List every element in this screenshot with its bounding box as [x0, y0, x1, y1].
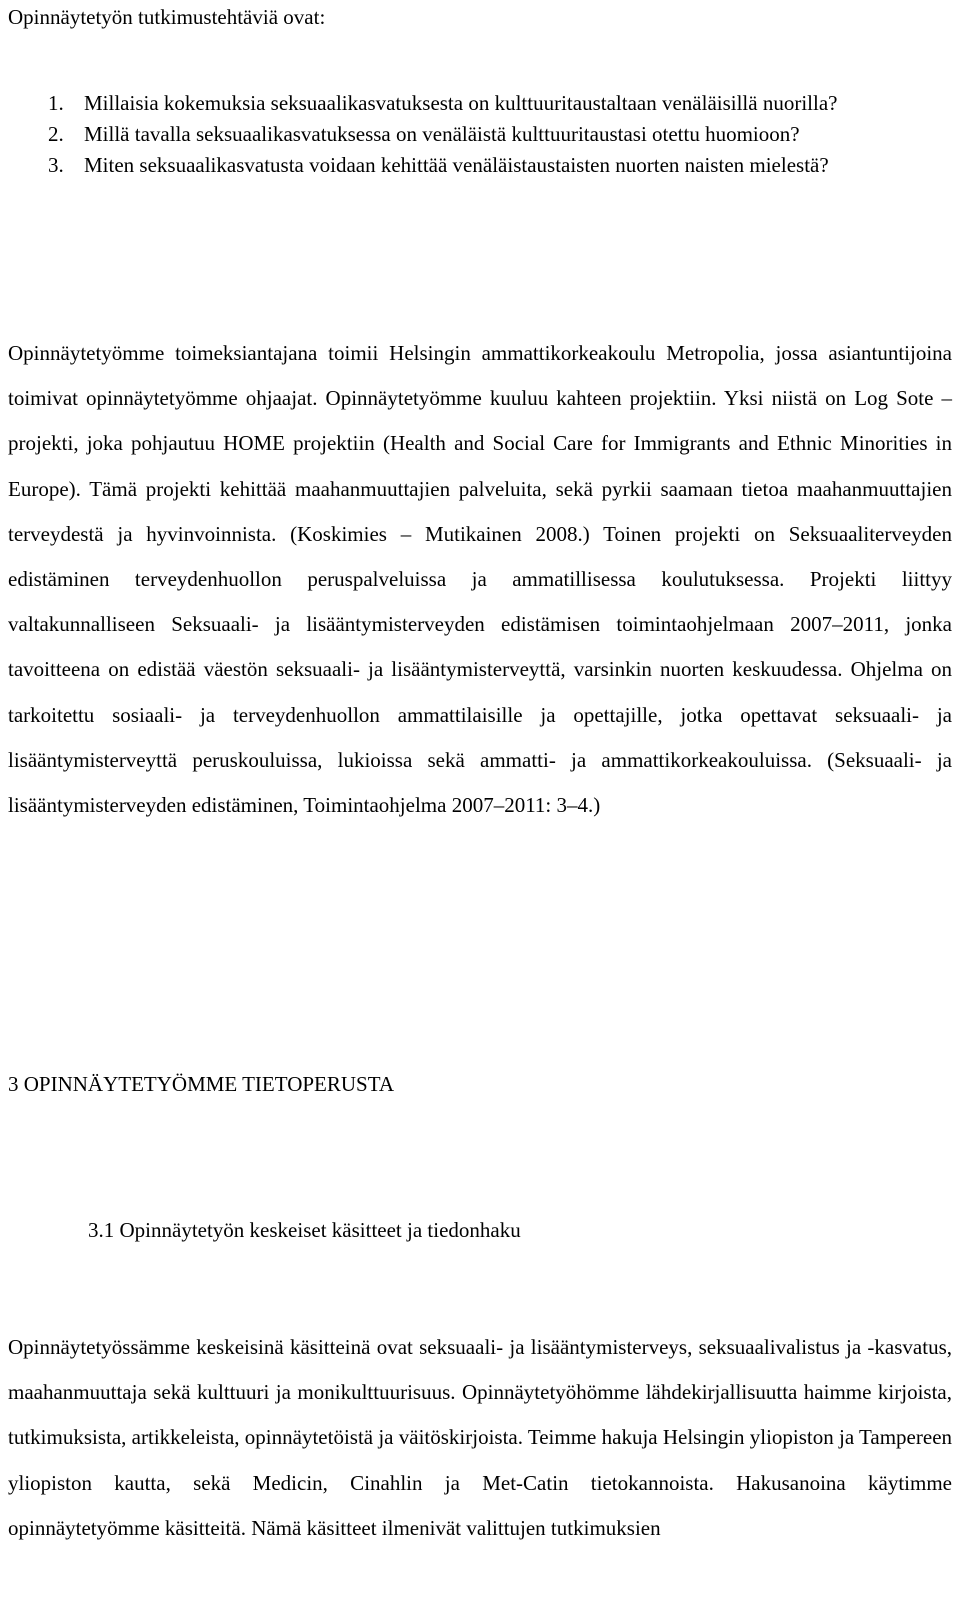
section-heading: 3.1 Opinnäytetyön keskeiset käsitteet ja tiedonhaku [88, 1218, 521, 1242]
list-number: 2. [48, 122, 64, 146]
chapter-heading: 3 OPINNÄYTETYÖMME TIETOPERUSTA [8, 1072, 395, 1096]
list-number: 1. [48, 91, 64, 115]
list-item-text: Millaisia kokemuksia seksuaalikasvatuksesta on kulttuuritaustaltaan venäläisillä nuorilla? [84, 91, 838, 115]
list-item [8, 119, 952, 150]
body-paragraph: Opinnäytetyömme toimeksiantajana toimii Helsingin ammattikorkeakoulu Metropolia, jossa asiantuntijoina toimivat opinnäytetyömme ohjaajat. Opinnäytetyömme kuuluu kahteen projektiin. Yksi niistä on Log Sote –projekti, joka pohjautuu HOME projektiin (Health and Social Care for Immigrants and Ethnic Minorities in Europe). Tämä projekti kehittää maahanmuuttajien palveluita, sekä pyrkii saamaan tietoa maahanmuuttajien terveydestä ja hyvinvoinnista. (Koskimies – Mutikainen 2008.) Toinen projekti on Seksuaaliterveyden edistäminen terveydenhuollon peruspalveluissa ja ammatillisessa koulutuksessa. Projekti liittyy valtakunnalliseen Seksuaali- ja lisääntymisterveyden edistämisen toimintaohjelmaan 2007–2011, jonka tavoitteena on edistää väestön seksuaali- ja lisääntymisterveyttä, varsinkin nuorten keskuudessa. Ohjelma on tarkoitettu sosiaali- ja terveydenhuollon ammattilaisille ja opettajille, jotka opettavat seksuaali- ja lisääntymisterveyttä peruskouluissa, lukioissa sekä ammatti- ja ammattikorkeakouluissa. (Seksuaali- ja lisääntymisterveyden edistäminen, Toimintaohjelma 2007–2011: 3–4.) [8, 341, 952, 818]
list-item [8, 88, 952, 119]
list-item-text: Miten seksuaalikasvatusta voidaan kehittää venäläistaustaisten nuorten naisten mielestä? [84, 153, 829, 177]
list-number: 3. [48, 153, 64, 177]
body-paragraph: Opinnäytetyössämme keskeisinä käsitteinä ovat seksuaali- ja lisääntymisterveys, seksuaalivalistus ja -kasvatus, maahanmuuttaja sekä kulttuuri ja monikulttuurisuus. Opinnäytetyöhömme lähdekirjallisuutta haimme kirjoista, tutkimuksista, artikkeleista, opinnäytetöistä ja väitöskirjoista. Teimme hakuja Helsingin yliopiston ja Tampereen yliopiston kautta, sekä Medicin, Cinahlin ja Met-Catin tietokannoista. Hakusanoina käytimme opinnäytetyömme käsitteitä. Nämä käsitteet ilmenivät valittujen tutkimuksien [8, 1335, 953, 1540]
list-item [8, 150, 952, 181]
list-item-text: Millä tavalla seksuaalikasvatuksessa on venäläistä kulttuuritaustasi otettu huomioon? [84, 122, 800, 146]
research-questions-list [8, 88, 952, 181]
research-tasks-intro: Opinnäytetyön tutkimustehtäviä ovat: [8, 5, 326, 29]
